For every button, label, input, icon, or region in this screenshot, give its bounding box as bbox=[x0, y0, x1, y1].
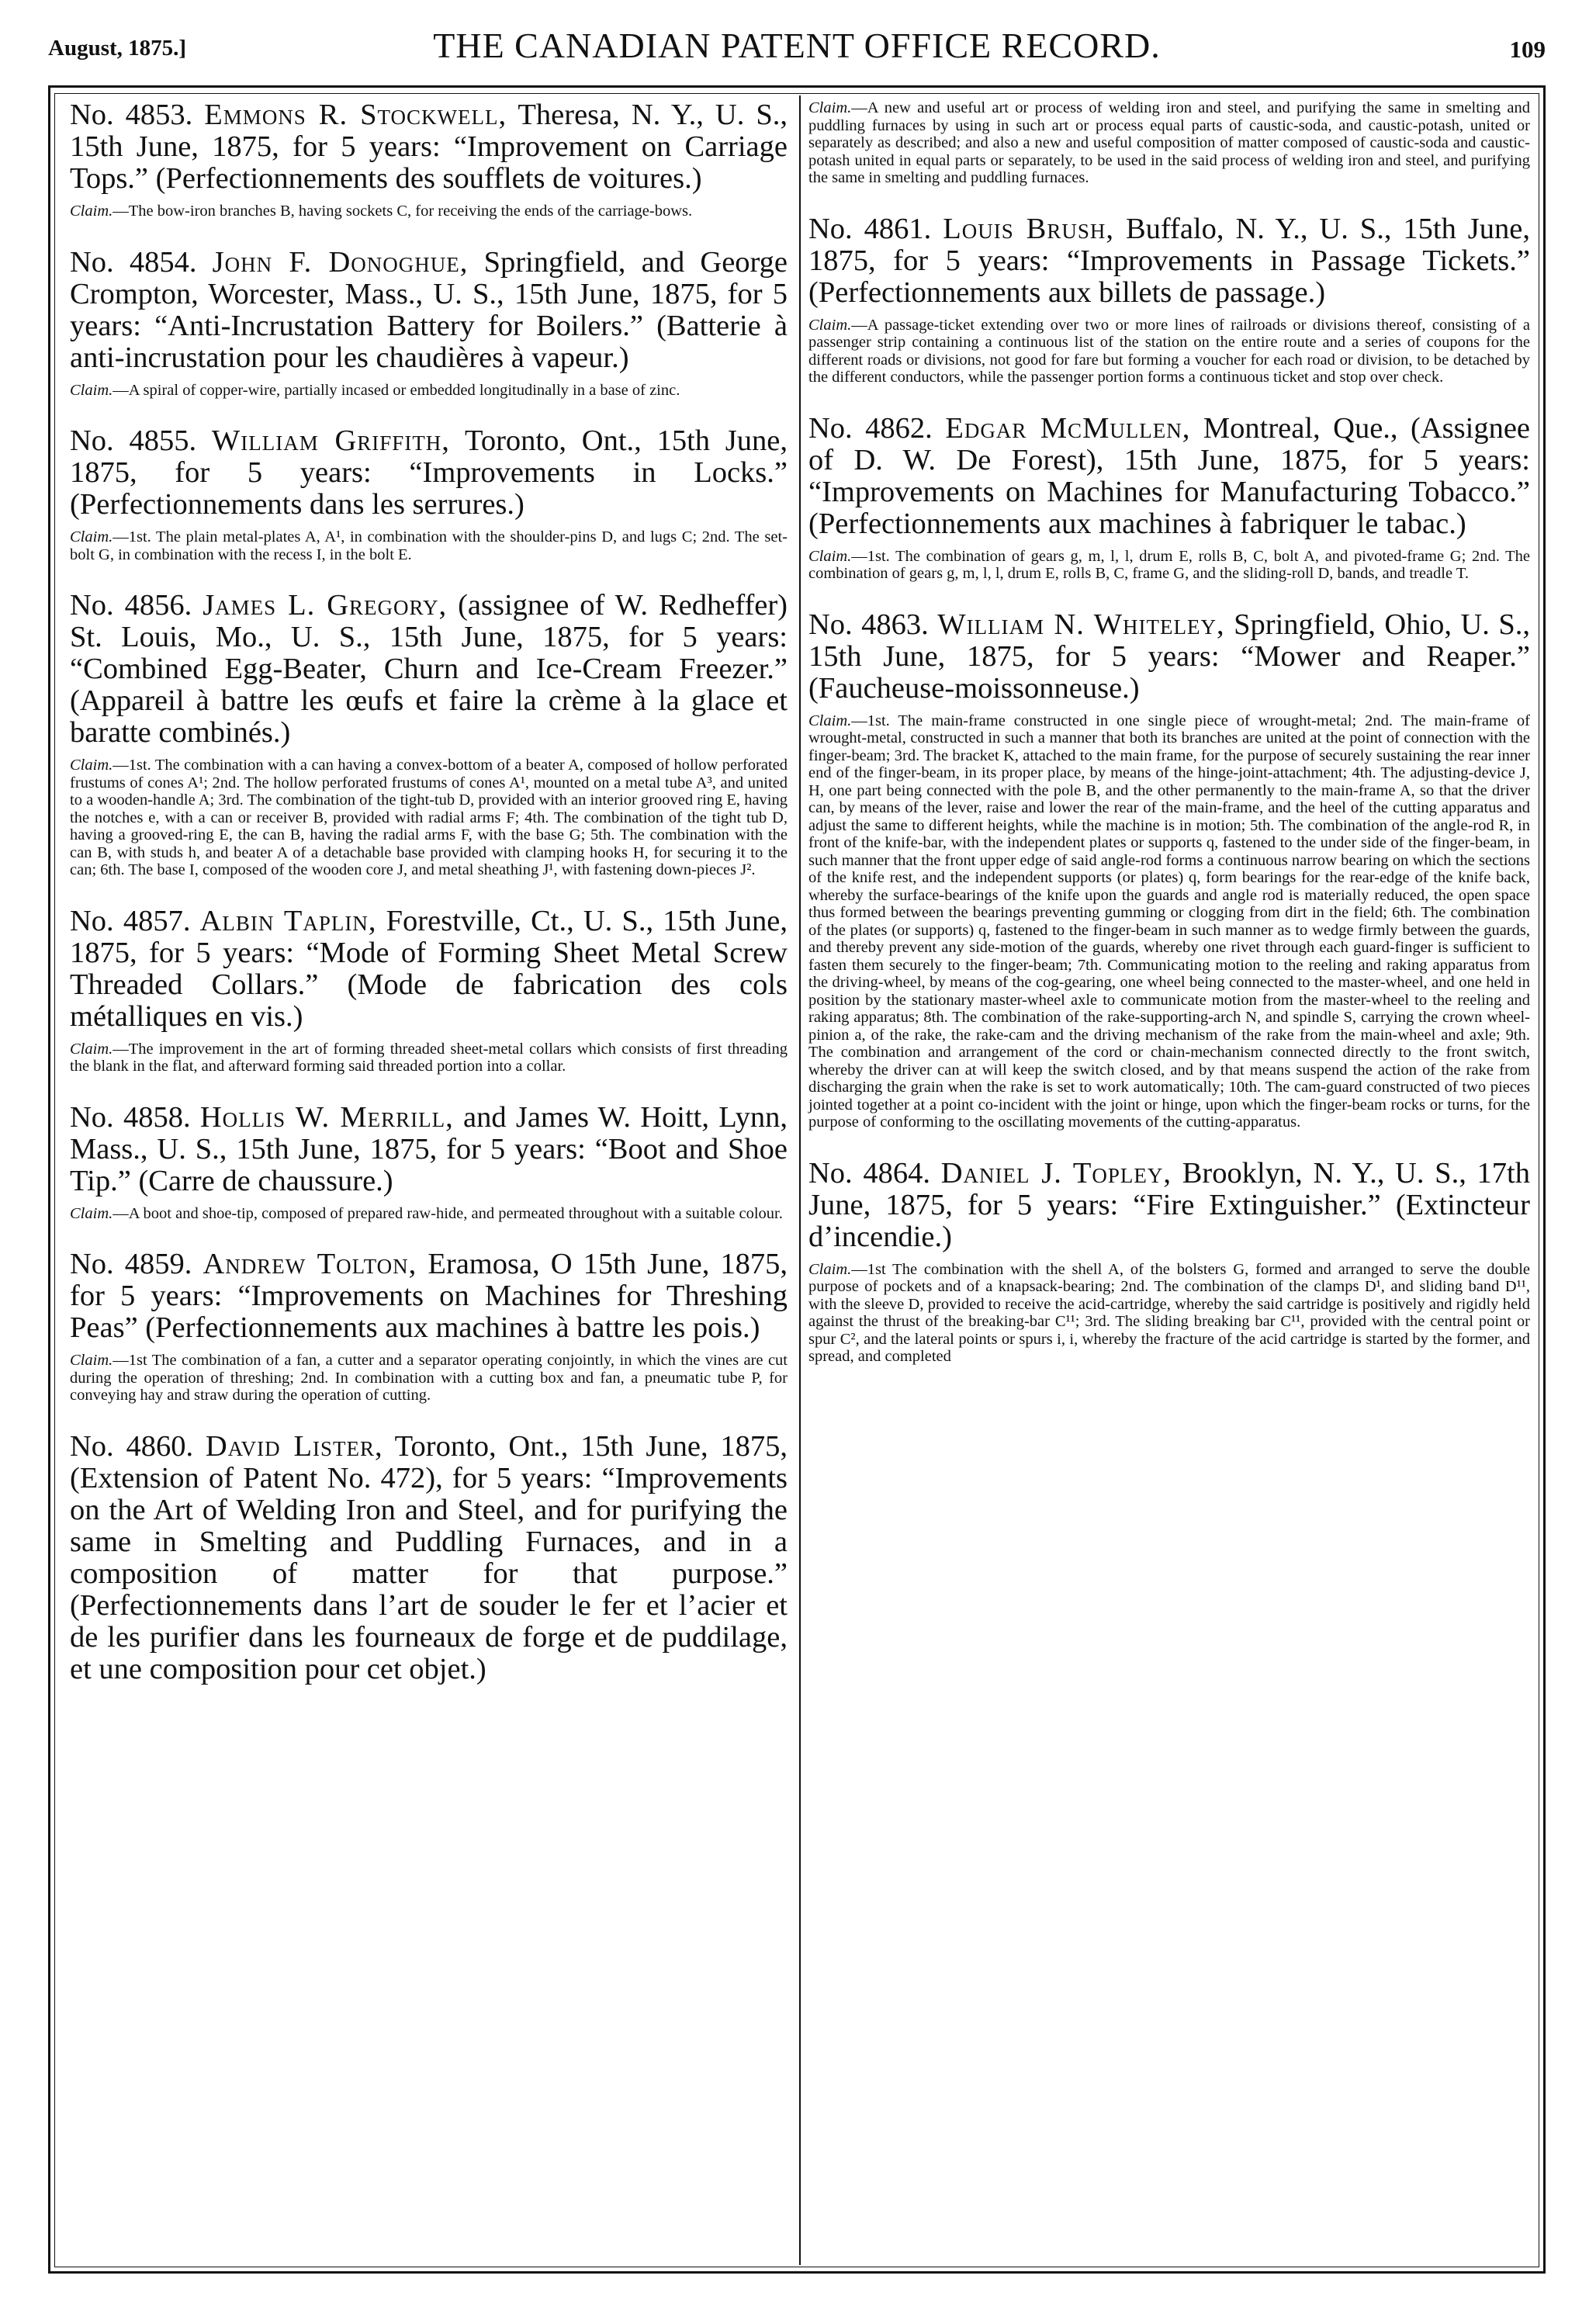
patent-entry-4862 bbox=[808, 413, 1530, 583]
entry-heading bbox=[808, 413, 1530, 540]
claim-body: —A new and useful art or process of welding iron and steel, and purifying the same in smelting and puddling furnaces by using in such art or process equal parts of caustic-soda, and caustic-potash, united or separately as described; and also a new and useful composition of matter composed of caustic-soda and caustic-potash united in equal parts or separately, to be used in the said process of welding iron and steel, and purifying the same in smelting and puddling furnaces. bbox=[808, 99, 1530, 186]
entry-heading bbox=[70, 99, 788, 195]
patent-entry-4858 bbox=[70, 1102, 788, 1223]
inventor-name: William Griffith, bbox=[211, 424, 450, 457]
entry-heading bbox=[70, 1102, 788, 1197]
patent-details: Brooklyn, N. Y., U. S., 17th June, 1875, for 5 years: “Fire Extinguisher.” (Extincteur d’incendie.) bbox=[808, 1156, 1531, 1253]
claim-text bbox=[70, 203, 788, 220]
patent-number: No. 4856. bbox=[70, 589, 192, 622]
patent-details: and James W. Hoitt, Lynn, Mass., U. S., 15th June, 1875, for 5 years: “Boot and Shoe Tip.” (Carre de chaussure.) bbox=[70, 1100, 788, 1197]
patent-number: No. 4855. bbox=[70, 424, 197, 457]
claim-text bbox=[70, 528, 788, 563]
claim-body: —1st The combination of a fan, a cutter and a separator operating conjointly, in which the vines are cut during the operation of threshing; 2nd. In combination with a cutting box and fan, a pneumatic tube P, for conveying hay and straw during the operation of cutting. bbox=[70, 1352, 788, 1404]
column-divider bbox=[799, 95, 801, 2265]
claim-text-4860-continued bbox=[808, 99, 1530, 187]
patent-number: No. 4860. bbox=[70, 1429, 194, 1463]
inventor-name: Louis Brush, bbox=[943, 212, 1115, 245]
claim-body: —The improvement in the art of forming threaded sheet-metal collars which consists of first threading the blank in the flat, and afterward forming said threaded portion into a collar. bbox=[70, 1040, 788, 1075]
page-header bbox=[48, 25, 1546, 71]
entry-heading bbox=[70, 1249, 788, 1344]
patent-details: Montreal, Que., (Assignee of D. W. De Forest), 15th June, 1875, for 5 years: “Improvements on Machines for Manufacturing Tobacco.” (Perfectionnements aux machines à fabriquer le tabac.) bbox=[808, 411, 1530, 540]
claim-text bbox=[70, 1352, 788, 1404]
patent-details: Toronto, Ont., 15th June, 1875, (Extension of Patent No. 472), for 5 years: “Improvements on the Art of Welding Iron and Steel, and for purifying the same in Smelting and Puddling Furnaces, and in a composition of matter for that purpose.” (Perfectionnements dans l’art de souder le fer et l’acier et de les purifier dans les fourneaux de forge et de puddilage, et une composition pour cet objet.) bbox=[70, 1429, 788, 1685]
patent-entry-4859 bbox=[70, 1249, 788, 1404]
patent-entry-4857 bbox=[70, 906, 788, 1075]
patent-entry-4856 bbox=[70, 590, 788, 879]
patent-details: Eramosa, O 15th June, 1875, for 5 years: “Improvements on Machines for Threshing Peas” (Perfectionnements aux machines à battre les pois.) bbox=[70, 1248, 788, 1344]
patent-number: No. 4859. bbox=[70, 1248, 192, 1280]
claim-label: Claim. bbox=[808, 712, 852, 729]
patent-details: Forestville, Ct., U. S., 15th June, 1875, for 5 years: “Mode of Forming Sheet Metal Screw Threaded Collars.” (Mode de fabrication des cols métalliques en vis.) bbox=[70, 904, 788, 1033]
patent-details: (assignee of W. Redheffer) St. Louis, Mo., U. S., 15th June, 1875, for 5 years: “Combined Egg-Beater, Churn and Ice-Cream Freezer.” (Appareil à battre les œufs et faire la crème à la glace et baratte combinés.) bbox=[70, 589, 788, 749]
entry-heading bbox=[808, 609, 1530, 705]
claim-label: Claim. bbox=[70, 1204, 113, 1222]
patent-entry-4860 bbox=[70, 1431, 788, 1685]
inventor-name: James L. Gregory, bbox=[203, 589, 448, 622]
entry-heading bbox=[70, 425, 788, 521]
claim-label: Claim. bbox=[808, 547, 852, 565]
entry-heading bbox=[70, 1431, 788, 1685]
patent-entry-4863 bbox=[808, 609, 1530, 1131]
header-date: August, 1875.] bbox=[48, 36, 187, 61]
claim-label: Claim. bbox=[70, 757, 113, 774]
journal-title: THE CANADIAN PATENT OFFICE RECORD. bbox=[433, 26, 1161, 65]
patent-number: No. 4854. bbox=[70, 245, 197, 279]
patent-details: Springfield, Ohio, U. S., 15th June, 1875, for 5 years: “Mower and Reaper.” (Faucheuse-moissonneuse.) bbox=[808, 608, 1531, 705]
inventor-name: Hollis W. Merrill, bbox=[199, 1100, 454, 1134]
claim-text bbox=[70, 382, 788, 400]
inventor-name: David Lister, bbox=[205, 1429, 383, 1463]
right-column bbox=[808, 99, 1530, 1392]
patent-details: Theresa, N. Y., U. S., 15th June, 1875, for 5 years: “Improvement on Carriage Tops.” (Perfectionnements des soufflets de voitures.) bbox=[70, 99, 788, 195]
inventor-name: Albin Taplin, bbox=[199, 904, 377, 937]
patent-number: No. 4864. bbox=[808, 1156, 931, 1190]
claim-label: Claim. bbox=[70, 203, 113, 220]
claim-label: Claim. bbox=[70, 528, 113, 545]
claim-text bbox=[808, 548, 1530, 583]
entry-heading bbox=[70, 906, 788, 1033]
page-number: 109 bbox=[1509, 36, 1546, 63]
claim-text bbox=[70, 1205, 788, 1223]
patent-number: No. 4858. bbox=[70, 1100, 191, 1134]
left-column bbox=[70, 99, 788, 1712]
inventor-name: John F. Donoghue, bbox=[212, 245, 469, 279]
claim-body: —1st. The plain metal-plates A, A¹, in combination with the shoulder-pins D, and lugs C; 2nd. The set-bolt G, in combination with the recess I, in the bolt E. bbox=[70, 528, 788, 563]
claim-label: Claim. bbox=[70, 1352, 113, 1369]
inventor-name: Edgar McMullen, bbox=[945, 411, 1191, 445]
claim-text bbox=[808, 1261, 1530, 1366]
claim-body: —A boot and shoe-tip, composed of prepared raw-hide, and permeated throughout with a suitable colour. bbox=[113, 1204, 783, 1222]
patent-number: No. 4853. bbox=[70, 99, 193, 131]
claim-body: —1st The combination with the shell A, of the bolsters G, formed and arranged to serve the double purpose of pockets and of a knapsack-bearing; 2nd. The combination of the clamps D¹, and sliding band D¹¹, with the sleeve D, provided to receive the acid-cartridge, whereby the said cartridge is positively and rigidly held against the thrust of the breaking-bar C¹¹; 3rd. The sliding breaking bar C¹¹, provided with the central point or spur C², and the lateral points or spurs i, i, whereby the fracture of the acid cartridge is started by the former, and spread, and completed bbox=[808, 1260, 1530, 1365]
claim-text bbox=[808, 317, 1530, 386]
claim-label: Claim. bbox=[70, 1040, 113, 1058]
patent-entry-4853 bbox=[70, 99, 788, 220]
entry-heading bbox=[70, 247, 788, 374]
inventor-name: Daniel J. Topley, bbox=[940, 1156, 1172, 1190]
patent-number: No. 4861. bbox=[808, 212, 932, 245]
patent-entry-4864 bbox=[808, 1158, 1530, 1366]
claim-label: Claim. bbox=[70, 381, 113, 399]
claim-body: —A passage-ticket extending over two or more lines of railroads or divisions thereof, consisting of a passenger strip containing a continuous list of the station on the entire route and a series of coupons for the different roads or divisions, not good for fare but forming a voucher for each road or division, to be detached by the different conductors, while the passenger portion forms a continuous ticket and stop over check. bbox=[808, 316, 1530, 386]
patent-entry-4861 bbox=[808, 213, 1530, 386]
patent-entry-4854 bbox=[70, 247, 788, 400]
patent-entry-4855 bbox=[70, 425, 788, 563]
patent-details: Springfield, and George Crompton, Worcester, Mass., U. S., 15th June, 1875, for 5 years: “Anti-Incrustation Battery for Boilers.” (Batterie à anti-incrustation pour les chaudières à vapeur.) bbox=[70, 245, 788, 374]
claim-label: Claim. bbox=[808, 1260, 852, 1278]
inventor-name: William N. Whiteley, bbox=[937, 608, 1225, 641]
entry-heading bbox=[70, 590, 788, 749]
claim-text bbox=[70, 1041, 788, 1075]
claim-body: —1st. The main-frame constructed in one single piece of wrought-metal; 2nd. The main-frame of wrought-metal, constructed in such a manner that both its branches are united at the point of connection with the finger-beam; 3rd. The bracket K, attached to the main frame, for the purpose of securely sustaining the rear inner end of the finger-beam, in its proper place, by means of the hinge-joint-attachment; 4th. The adjusting-device J, H, one part being connected with the pole B, and the other permanently to the main-frame A, so that the driver can, by means of the lever, raise and lower the rear of the main-frame, and the heel of the cutting apparatus and adjust the same to different heights, while the machine is in motion; 5th. The combination of the angle-rod R, in front of the knife-bar, with the independent plates or supports q, fastened to the under side of the finger-beam, in such manner that the front upper edge of said angle-rod forms a continuous narrow bearing on which the sections of the knife rest, and the independent supports (or plates) q, form bearings for the rear-edge of the knife back, whereby the surface-bearings of the knife upon the guards and angle rod is materially reduced, the open space thus formed between the bearings preventing gumming or clogging from dirt in the field; 6th. The combination of the plates (or supports) q, fastened to the finger-beam in such manner as to wedge firmly between the guards, and thereby prevent any side-motion of the guards, whereby one rivet through each guard-finger is sufficient to fasten them securely to the finger-beam; 7th. Communicating motion to the reeling and raking apparatus from the driving-wheel, by means of the cog-gearing, one wheel being connected to the master-wheel, and one held in position by the stationary master-wheel axle to communicate motion from the master-wheel to the reeling and raking apparatus; 8th. The combination of the rake-supporting-arch N, and spindle S, carrying the crown wheel-pinion a, of the rake, the rake-cam and the driving mechanism of the rake from the main-wheel and axle; 9th. The combination and arrangement of the cord or chain-mechanism connected directly to the front switch, whereby the driver can at will keep the switch closed, and by that means suspend the action of the rake from discharging the grain when the rake is set to work automatically; 10th. The cam-guard constructed of two pieces jointed together at a point co-incident with the joint or hinge, upon which the finger-beam rocks or turns, for the purpose of conforming to the oscillating movements of the cutting-apparatus. bbox=[808, 712, 1530, 1131]
patent-number: No. 4863. bbox=[808, 608, 929, 641]
claim-body: —1st. The combination with a can having a convex-bottom of a beater A, composed of hollow perforated frustums of cones A¹; 2nd. The hollow perforated frustums of cones A¹, mounted on a metal tube A³, and united to a wooden-handle A; 3rd. The combination of the tight-tub D, provided with an interior grooved ring E, having the notches e, with a can or receiver B, provided with radial arms F; 4th. The combination of the tight tub D, having a grooved-ring E, the can B, having the radial arms F, with the base G; 5th. The combination with the can B, with studs h, and beater A of a detachable base provided with clamping hooks H, for securing it to the can; 6th. The base I, composed of the wooden core J, and metal sheathing J¹, with fastening down-pieces J². bbox=[70, 757, 788, 878]
claim-label: Claim. bbox=[808, 99, 852, 116]
claim-text bbox=[70, 757, 788, 879]
claim-body: —1st. The combination of gears g, m, l, l, drum E, rolls B, C, bolt A, and pivoted-frame G; 2nd. The combination of gears g, m, l, l, drum E, rolls B, C, frame G, and the sliding-roll D, bands, and treadle T. bbox=[808, 547, 1530, 582]
claim-text bbox=[808, 712, 1530, 1131]
entry-heading bbox=[808, 213, 1530, 309]
patent-details: Buffalo, N. Y., U. S., 15th June, 1875, for 5 years: “Improvements in Passage Tickets.” (Perfectionnements aux billets de passage.) bbox=[808, 212, 1531, 309]
patent-number: No. 4857. bbox=[70, 904, 191, 937]
claim-label: Claim. bbox=[808, 316, 852, 334]
claim-body: —The bow-iron branches B, having sockets C, for receiving the ends of the carriage-bows. bbox=[113, 203, 693, 220]
entry-heading bbox=[808, 1158, 1530, 1253]
patent-details: Toronto, Ont., 15th June, 1875, for 5 years: “Improvements in Locks.” (Perfectionnements dans les serrures.) bbox=[70, 424, 788, 521]
inventor-name: Andrew Tolton, bbox=[203, 1248, 417, 1280]
claim-body: —A spiral of copper-wire, partially incased or embedded longitudinally in a base of zinc. bbox=[113, 381, 680, 399]
inventor-name: Emmons R. Stockwell, bbox=[204, 99, 507, 131]
patent-number: No. 4862. bbox=[808, 411, 933, 445]
